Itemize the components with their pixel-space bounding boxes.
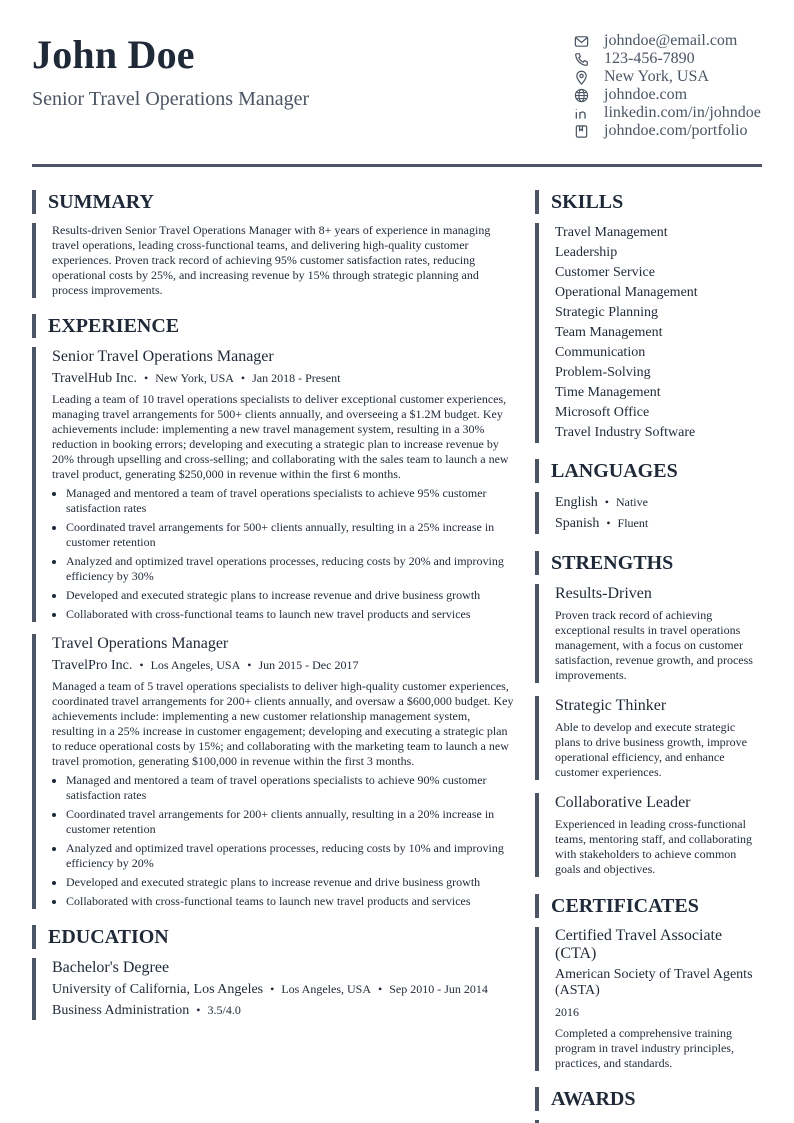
section-title-education: EDUCATION (32, 925, 514, 949)
job-bullets (52, 773, 514, 909)
certificate-year: 2016 (555, 1005, 579, 1019)
job-meta: TravelPro Inc. • Los Angeles, USA • Jun 2015 - Dec 2017 (52, 658, 359, 673)
section-title-awards: AWARDS (535, 1087, 762, 1111)
sidebar-column (535, 190, 762, 1123)
linkedin-icon (572, 104, 590, 122)
job-company: TravelPro Inc. (52, 658, 133, 673)
education-section (32, 925, 514, 1020)
strength-description: Proven track record of achieving exceptional results in travel operations management, with a focus on customer satisfaction, revenue growth, and process improvements. (555, 608, 753, 682)
section-title-experience: EXPERIENCE (32, 314, 514, 338)
list-item: • Analyzed and optimized travel operations processes, reducing costs by 10% and improving efficiency by 20% (66, 841, 514, 871)
language-level: Fluent (617, 516, 649, 530)
strength-description: Able to develop and execute strategic plans to drive business growth, improve operational efficiency, and enhance customer experiences. (555, 720, 747, 779)
list-item: • Collaborated with cross-functional teams to launch new travel products and services (66, 894, 514, 909)
email-icon (572, 32, 590, 50)
contact-list (572, 32, 767, 140)
language-item: English • Native (555, 495, 648, 510)
contact-location-text: New York, USA (604, 68, 709, 85)
education-field: Business Administration (52, 1003, 190, 1018)
job-meta: TravelHub Inc. • New York, USA • Jan 2018 - Present (52, 371, 341, 386)
experience-entry (32, 634, 514, 909)
experience-entry (32, 347, 514, 622)
contact-email[interactable] (572, 32, 767, 50)
education-dates: Sep 2010 - Jun 2014 (389, 982, 488, 996)
strength-description: Experienced in leading cross-functional teams, mentoring staff, and collaborating with stakeholders to achieve common goals and objectives. (555, 817, 753, 876)
contact-email-text[interactable]: johndoe@email.com (604, 32, 738, 49)
language-level: Native (615, 495, 648, 509)
globe-icon (572, 86, 590, 104)
contact-linkedin-text[interactable]: linkedin.com/in/johndoe (604, 104, 761, 121)
education-field-row: Business Administration • 3.5/4.0 (52, 1003, 241, 1018)
skill-item: Strategic Planning (555, 305, 659, 320)
strength-entry (535, 584, 762, 683)
certificate-issuer: American Society of Travel Agents (ASTA) (555, 967, 753, 998)
strength-entry (535, 696, 762, 780)
header-divider (32, 164, 762, 167)
education-meta: University of California, Los Angeles • Los Angeles, USA • Sep 2010 - Jun 2014 (52, 982, 488, 997)
candidate-role: Senior Travel Operations Manager (32, 88, 310, 110)
skill-item: Communication (555, 345, 646, 360)
strengths-section (535, 551, 762, 877)
list-item: • Collaborated with cross-functional teams to launch new travel products and services (66, 607, 514, 622)
contact-portfolio-text[interactable]: johndoe.com/portfolio (604, 122, 748, 139)
education-school: University of California, Los Angeles (52, 982, 264, 997)
skills-list (535, 223, 762, 443)
job-bullets (52, 486, 514, 622)
job-location: New York, USA (155, 371, 234, 385)
list-item: • Developed and executed strategic plans to increase revenue and drive business growth (66, 875, 514, 890)
job-description: Managed a team of 5 travel operations specialists to deliver high-quality customer experiences, coordinated travel arrangements for 200+ clients annually, and oversaw a $600,000 budget. Key achievements include: implementing a new customer relationship management system, resulting in a 25% increase in customer engagement; developing and executing a strategic plan to reduce operational costs by 15%; and collaborating with the marketing team to launch a new travel promotion, generating $100,000 in revenue within the first 3 months. (52, 679, 514, 768)
skill-item: Microsoft Office (555, 405, 650, 420)
education-entry (32, 958, 514, 1020)
contact-linkedin[interactable] (572, 104, 767, 122)
awards-section (535, 1087, 762, 1123)
contact-phone-text[interactable]: 123-456-7890 (604, 50, 695, 67)
education-gpa: 3.5/4.0 (207, 1003, 241, 1017)
portfolio-icon (572, 122, 590, 140)
summary-section (32, 190, 514, 298)
contact-website-text[interactable]: johndoe.com (604, 86, 688, 103)
job-dates: Jan 2018 - Present (252, 371, 341, 385)
candidate-name: John Doe (32, 32, 195, 77)
list-item: • Managed and mentored a team of travel operations specialists to achieve 90% customer satisfaction rates (66, 773, 514, 803)
job-dates: Jun 2015 - Dec 2017 (258, 658, 359, 672)
language-item: Spanish • Fluent (555, 516, 649, 531)
skill-item: Travel Management (555, 225, 668, 240)
section-title-certificates: CERTIFICATES (535, 894, 762, 918)
section-title-languages: LANGUAGES (535, 459, 762, 483)
summary-text: Results-driven Senior Travel Operations Manager with 8+ years of experience in managing travel operations, leading cross-functional teams, and delivering high-quality customer experiences. Proven track record of achieving 95% customer satisfaction rates, reducing operational costs by 25%, and increasing revenue by 15% through strategic planning and process improvements. (32, 223, 514, 298)
job-position: Travel Operations Manager (52, 635, 229, 652)
education-degree: Bachelor's Degree (52, 959, 170, 976)
strength-entry (535, 793, 762, 877)
contact-website[interactable] (572, 86, 767, 104)
strength-title: Results-Driven (555, 585, 652, 602)
list-item: • Developed and executed strategic plans to increase revenue and drive business growth (66, 588, 514, 603)
phone-icon (572, 50, 590, 68)
contact-location (572, 68, 767, 86)
job-description: Leading a team of 10 travel operations specialists to deliver exceptional customer experiences, managing travel arrangements for 500+ clients annually, and overseeing a $1.2M budget. Key achievements include: implementing a new travel management system, resulting in a 30% reduction in booking errors; developing and executing a strategic plan to increase revenue by 20% through upselling and cross-selling; and collaborating with the sales team to launch a new travel product, generating $250,000 in revenue within the first 6 months. (52, 392, 509, 481)
skill-item: Operational Management (555, 285, 698, 300)
language-name: Spanish (555, 516, 600, 531)
language-name: English (555, 495, 598, 510)
education-location: Los Angeles, USA (281, 982, 372, 996)
skill-item: Customer Service (555, 265, 655, 280)
main-column (32, 190, 514, 1020)
section-title-skills: SKILLS (535, 190, 762, 214)
certificate-name: Certified Travel Associate (CTA) (555, 927, 723, 962)
skills-section (535, 190, 762, 443)
skill-item: Team Management (555, 325, 663, 340)
contact-portfolio[interactable] (572, 122, 767, 140)
skill-item: Leadership (555, 245, 618, 260)
section-title-strengths: STRENGTHS (535, 551, 762, 575)
contact-phone[interactable] (572, 50, 767, 68)
certificates-section (535, 894, 762, 1071)
resume-header (32, 30, 762, 166)
job-position: Senior Travel Operations Manager (52, 348, 274, 365)
languages-list (535, 492, 762, 534)
languages-section (535, 459, 762, 534)
job-location: Los Angeles, USA (150, 658, 241, 672)
experience-section (32, 314, 514, 909)
certificate-entry (535, 927, 762, 1071)
certificate-description: Completed a comprehensive training program in travel industry principles, practices, and standards. (555, 1026, 734, 1070)
skill-item: Travel Industry Software (555, 425, 696, 440)
job-company: TravelHub Inc. (52, 371, 138, 386)
skill-item: Problem-Solving (555, 365, 651, 380)
section-title-summary: SUMMARY (32, 190, 514, 214)
list-item: • Coordinated travel arrangements for 500+ clients annually, resulting in a 25% increase in customer retention (66, 520, 514, 550)
skill-item: Time Management (555, 385, 661, 400)
strength-title: Collaborative Leader (555, 794, 691, 811)
list-item: • Coordinated travel arrangements for 200+ clients annually, resulting in a 20% increase in customer retention (66, 807, 514, 837)
list-item: • Analyzed and optimized travel operations processes, reducing costs by 20% and improving efficiency by 30% (66, 554, 514, 584)
list-item: • Managed and mentored a team of travel operations specialists to achieve 95% customer satisfaction rates (66, 486, 514, 516)
location-pin-icon (572, 68, 590, 86)
strength-title: Strategic Thinker (555, 697, 667, 714)
